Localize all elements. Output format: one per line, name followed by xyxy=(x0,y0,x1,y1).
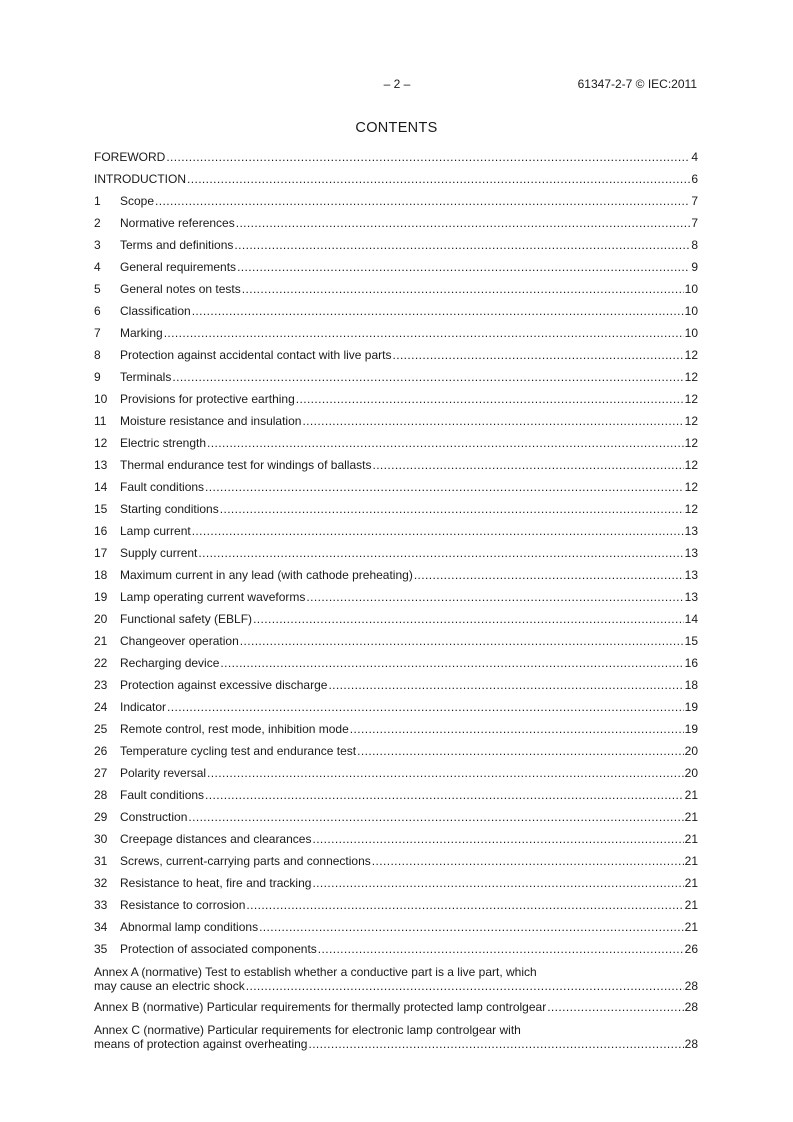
toc-entry-number: 33 xyxy=(94,898,108,912)
toc-entry-label[interactable]: Resistance to corrosion xyxy=(120,898,246,912)
toc-entry-page: 12 xyxy=(684,480,698,494)
toc-entry-number: 29 xyxy=(94,810,108,824)
dot-leader xyxy=(246,898,683,912)
toc-entry-number: 35 xyxy=(94,942,108,956)
toc-entry-number: 10 xyxy=(94,392,108,406)
toc-entry[interactable] xyxy=(94,216,698,238)
toc-entry-label[interactable]: Lamp current xyxy=(120,524,191,538)
toc-entry-number: 20 xyxy=(94,612,108,626)
dot-leader xyxy=(164,326,684,340)
toc-entry-number: 24 xyxy=(94,700,108,714)
toc-entry-number: 23 xyxy=(94,678,108,692)
toc-entry-label[interactable]: Construction xyxy=(120,810,188,824)
toc-entry-page: 13 xyxy=(684,524,698,538)
toc-entry-label[interactable]: Protection of associated components xyxy=(120,942,317,956)
toc-entry-page: 19 xyxy=(684,722,698,736)
toc-entry[interactable] xyxy=(94,612,698,634)
toc-entry[interactable] xyxy=(94,590,698,612)
toc-entry[interactable] xyxy=(94,568,698,590)
dot-leader xyxy=(207,436,684,450)
toc-entry-page: 18 xyxy=(684,678,698,692)
toc-entry[interactable] xyxy=(94,656,698,678)
dot-leader xyxy=(357,744,684,758)
toc-entry-page: 6 xyxy=(691,172,698,186)
toc-entry-page: 21 xyxy=(684,810,698,824)
toc-entry-number: 27 xyxy=(94,766,108,780)
toc-entry-page: 10 xyxy=(684,326,698,340)
toc-entry-page: 21 xyxy=(684,788,698,802)
toc-entry-label[interactable]: Protection against excessive discharge xyxy=(120,678,328,692)
dot-leader xyxy=(236,216,691,230)
toc-entry[interactable] xyxy=(94,458,698,480)
toc-entry-label[interactable]: Terms and definitions xyxy=(120,238,234,252)
toc-entry-number: 31 xyxy=(94,854,108,868)
toc-entry[interactable] xyxy=(94,392,698,414)
toc-entry-number: 21 xyxy=(94,634,108,648)
dot-leader xyxy=(372,854,684,868)
toc-entry-page: 12 xyxy=(684,392,698,406)
toc-entry-label[interactable]: Indicator xyxy=(120,700,167,714)
dot-leader xyxy=(414,568,684,582)
dot-leader xyxy=(188,810,683,824)
toc-entry-page: 21 xyxy=(684,920,698,934)
annex-page: 28 xyxy=(684,1000,698,1014)
toc-entry[interactable] xyxy=(94,634,698,656)
toc-entry[interactable] xyxy=(94,502,698,524)
toc-entry-page: 12 xyxy=(684,502,698,516)
dot-leader xyxy=(308,1037,683,1051)
page-header xyxy=(0,77,793,93)
dot-leader xyxy=(306,590,683,604)
toc-annex-entry[interactable] xyxy=(94,965,698,999)
toc-entry-page: 20 xyxy=(684,766,698,780)
dot-leader xyxy=(192,304,684,318)
dot-leader xyxy=(220,502,684,516)
toc-entry[interactable] xyxy=(94,766,698,788)
toc-entry-number: 3 xyxy=(94,238,101,252)
toc-entry[interactable] xyxy=(94,942,698,964)
dot-leader xyxy=(547,1000,683,1014)
toc-entry-label[interactable]: Maximum current in any lead (with cathode preheating) xyxy=(120,568,413,582)
toc-entry-number: 19 xyxy=(94,590,108,604)
toc-entry[interactable] xyxy=(94,436,698,458)
dot-leader xyxy=(328,678,683,692)
toc-entry-label[interactable]: Supply current xyxy=(120,546,198,560)
toc-entry[interactable] xyxy=(94,480,698,502)
toc-entry-label[interactable]: Thermal endurance test for windings of ballasts xyxy=(120,458,372,472)
dot-leader xyxy=(312,832,683,846)
toc-entry[interactable] xyxy=(94,810,698,832)
toc-entry-page: 14 xyxy=(684,612,698,626)
dot-leader xyxy=(205,788,684,802)
toc-entry-label[interactable]: Fault conditions xyxy=(120,480,205,494)
toc-entry-number: 2 xyxy=(94,216,101,230)
toc-entry-page: 10 xyxy=(684,304,698,318)
toc-entry[interactable] xyxy=(94,854,698,876)
dot-leader xyxy=(253,612,684,626)
toc-entry[interactable] xyxy=(94,370,698,392)
annex-title-line1[interactable]: Annex A (normative) Test to establish whether a conductive part is a live part, which xyxy=(94,965,537,979)
dot-leader xyxy=(240,634,684,648)
toc-entry[interactable] xyxy=(94,282,698,304)
toc-entry-number: 17 xyxy=(94,546,108,560)
toc-entry[interactable] xyxy=(94,920,698,942)
toc-entry-number: 14 xyxy=(94,480,108,494)
dot-leader xyxy=(259,920,684,934)
toc-entry-label[interactable]: General notes on tests xyxy=(120,282,241,296)
toc-entry-label[interactable]: Terminals xyxy=(120,370,172,384)
toc-entry[interactable] xyxy=(94,238,698,260)
dot-leader xyxy=(220,656,683,670)
toc-entry-number: 9 xyxy=(94,370,101,384)
toc-entry-page: 12 xyxy=(684,414,698,428)
dot-leader xyxy=(350,722,684,736)
toc-entry-number: 32 xyxy=(94,876,108,890)
table-of-contents xyxy=(94,150,698,1057)
annex-page: 28 xyxy=(684,979,698,993)
toc-entry-page: 12 xyxy=(684,436,698,450)
toc-entry-page: 10 xyxy=(684,282,698,296)
toc-entry-label[interactable]: Resistance to heat, fire and tracking xyxy=(120,876,312,890)
toc-entry-label[interactable]: Starting conditions xyxy=(120,502,219,516)
toc-entry-number: 6 xyxy=(94,304,101,318)
toc-entry-label[interactable]: Scope xyxy=(120,194,155,208)
toc-entry-page: 21 xyxy=(684,832,698,846)
dot-leader xyxy=(192,524,684,538)
toc-entry-page: 16 xyxy=(684,656,698,670)
dot-leader xyxy=(372,458,683,472)
toc-entry-page: 12 xyxy=(684,458,698,472)
toc-entry-label[interactable]: Moisture resistance and insulation xyxy=(120,414,302,428)
toc-entry-number: 12 xyxy=(94,436,108,450)
annex-page: 28 xyxy=(684,1037,698,1051)
dot-leader xyxy=(205,480,684,494)
toc-entry-label[interactable]: INTRODUCTION xyxy=(94,172,186,186)
toc-entry[interactable] xyxy=(94,414,698,436)
dot-leader xyxy=(155,194,690,208)
toc-entry-label[interactable]: Electric strength xyxy=(120,436,207,450)
toc-entry[interactable] xyxy=(94,260,698,282)
toc-entry[interactable] xyxy=(94,172,698,194)
toc-entry[interactable] xyxy=(94,194,698,216)
toc-entry-page: 21 xyxy=(684,854,698,868)
toc-entry-page: 15 xyxy=(684,634,698,648)
dot-leader xyxy=(172,370,683,384)
toc-entry-label[interactable]: Recharging device xyxy=(120,656,220,670)
dot-leader xyxy=(318,942,684,956)
toc-entry[interactable] xyxy=(94,722,698,744)
dot-leader xyxy=(246,979,684,993)
toc-entry-label[interactable]: General requirements xyxy=(120,260,237,274)
annex-title-line2[interactable]: means of protection against overheating xyxy=(94,1037,308,1051)
toc-entry-number: 18 xyxy=(94,568,108,582)
toc-entry-label[interactable]: Provisions for protective earthing xyxy=(120,392,295,406)
annex-title[interactable]: Annex B (normative) Particular requirements for thermally protected lamp controlgear xyxy=(94,1000,547,1014)
toc-entry-label[interactable]: Normative references xyxy=(120,216,235,230)
toc-entry-label[interactable]: Remote control, rest mode, inhibition mode xyxy=(120,722,349,736)
toc-entry-label[interactable]: Marking xyxy=(120,326,163,340)
toc-entry-page: 7 xyxy=(691,216,698,230)
toc-entry-page: 21 xyxy=(684,876,698,890)
dot-leader xyxy=(392,348,683,362)
toc-entry-label[interactable]: Lamp operating current waveforms xyxy=(120,590,306,604)
toc-entry[interactable] xyxy=(94,348,698,370)
toc-entry-number: 28 xyxy=(94,788,108,802)
toc-annex-entry[interactable] xyxy=(94,1000,698,1022)
toc-entry-label[interactable]: Creepage distances and clearances xyxy=(120,832,312,846)
toc-entry-label[interactable]: FOREWORD xyxy=(94,150,166,164)
toc-entry-label[interactable]: Screws, current-carrying parts and connections xyxy=(120,854,371,868)
page-number: – 2 – xyxy=(383,77,411,91)
toc-entry-label[interactable]: Protection against accidental contact with live parts xyxy=(120,348,392,362)
document-reference: 61347-2-7 © IEC:2011 xyxy=(577,77,697,91)
toc-entry-number: 11 xyxy=(94,414,107,428)
dot-leader xyxy=(296,392,684,406)
toc-entry-page: 20 xyxy=(684,744,698,758)
toc-entry-page: 7 xyxy=(691,194,698,208)
dot-leader xyxy=(312,876,683,890)
toc-entry[interactable] xyxy=(94,678,698,700)
toc-entry-number: 22 xyxy=(94,656,108,670)
toc-entry-number: 8 xyxy=(94,348,101,362)
toc-entry-label[interactable]: Functional safety (EBLF) xyxy=(120,612,253,626)
toc-entry-number: 16 xyxy=(94,524,108,538)
toc-entry-page: 21 xyxy=(684,898,698,912)
toc-entry-label[interactable]: Polarity reversal xyxy=(120,766,207,780)
dot-leader xyxy=(167,700,684,714)
toc-entry-number: 4 xyxy=(94,260,101,274)
toc-entry[interactable] xyxy=(94,326,698,348)
dot-leader xyxy=(166,150,690,164)
toc-entry-number: 7 xyxy=(94,326,101,340)
toc-entry[interactable] xyxy=(94,304,698,326)
toc-entry-number: 26 xyxy=(94,744,108,758)
toc-entry-number: 30 xyxy=(94,832,108,846)
toc-entry-number: 25 xyxy=(94,722,108,736)
toc-entry-page: 12 xyxy=(684,370,698,384)
toc-entry[interactable] xyxy=(94,898,698,920)
dot-leader xyxy=(198,546,683,560)
toc-entry[interactable] xyxy=(94,876,698,898)
toc-entry-label[interactable]: Fault conditions xyxy=(120,788,205,802)
toc-entry-page: 13 xyxy=(684,590,698,604)
dot-leader xyxy=(242,282,684,296)
dot-leader xyxy=(187,172,690,186)
toc-entry-label[interactable]: Changeover operation xyxy=(120,634,239,648)
toc-entry-page: 13 xyxy=(684,546,698,560)
toc-entry[interactable] xyxy=(94,788,698,810)
toc-entry-number: 15 xyxy=(94,502,108,516)
toc-entry-label[interactable]: Abnormal lamp conditions xyxy=(120,920,259,934)
toc-entry[interactable] xyxy=(94,744,698,766)
page-title: CONTENTS xyxy=(355,120,438,136)
toc-entry-page: 19 xyxy=(684,700,698,714)
toc-entry-number: 1 xyxy=(94,194,101,208)
toc-entry-page: 12 xyxy=(684,348,698,362)
dot-leader xyxy=(207,766,684,780)
dot-leader xyxy=(237,260,690,274)
toc-entry-page: 4 xyxy=(691,150,698,164)
toc-entry[interactable] xyxy=(94,150,698,172)
toc-entry-number: 34 xyxy=(94,920,108,934)
toc-entry[interactable] xyxy=(94,546,698,568)
toc-entry[interactable] xyxy=(94,524,698,546)
toc-entry[interactable] xyxy=(94,832,698,854)
toc-entry-page: 13 xyxy=(684,568,698,582)
dot-leader xyxy=(302,414,683,428)
annex-title-line1[interactable]: Annex C (normative) Particular requirements for electronic lamp controlgear with xyxy=(94,1023,521,1037)
toc-entry-page: 8 xyxy=(691,238,698,252)
dot-leader xyxy=(234,238,690,252)
annex-title-line2[interactable]: may cause an electric shock xyxy=(94,979,245,993)
toc-entry[interactable] xyxy=(94,700,698,722)
toc-entry-number: 5 xyxy=(94,282,101,296)
toc-entry-label[interactable]: Classification xyxy=(120,304,191,318)
toc-entry-number: 13 xyxy=(94,458,108,472)
toc-annex-entry[interactable] xyxy=(94,1023,698,1057)
toc-entry-label[interactable]: Temperature cycling test and endurance test xyxy=(120,744,357,758)
toc-entry-page: 9 xyxy=(691,260,698,274)
toc-entry-page: 26 xyxy=(684,942,698,956)
